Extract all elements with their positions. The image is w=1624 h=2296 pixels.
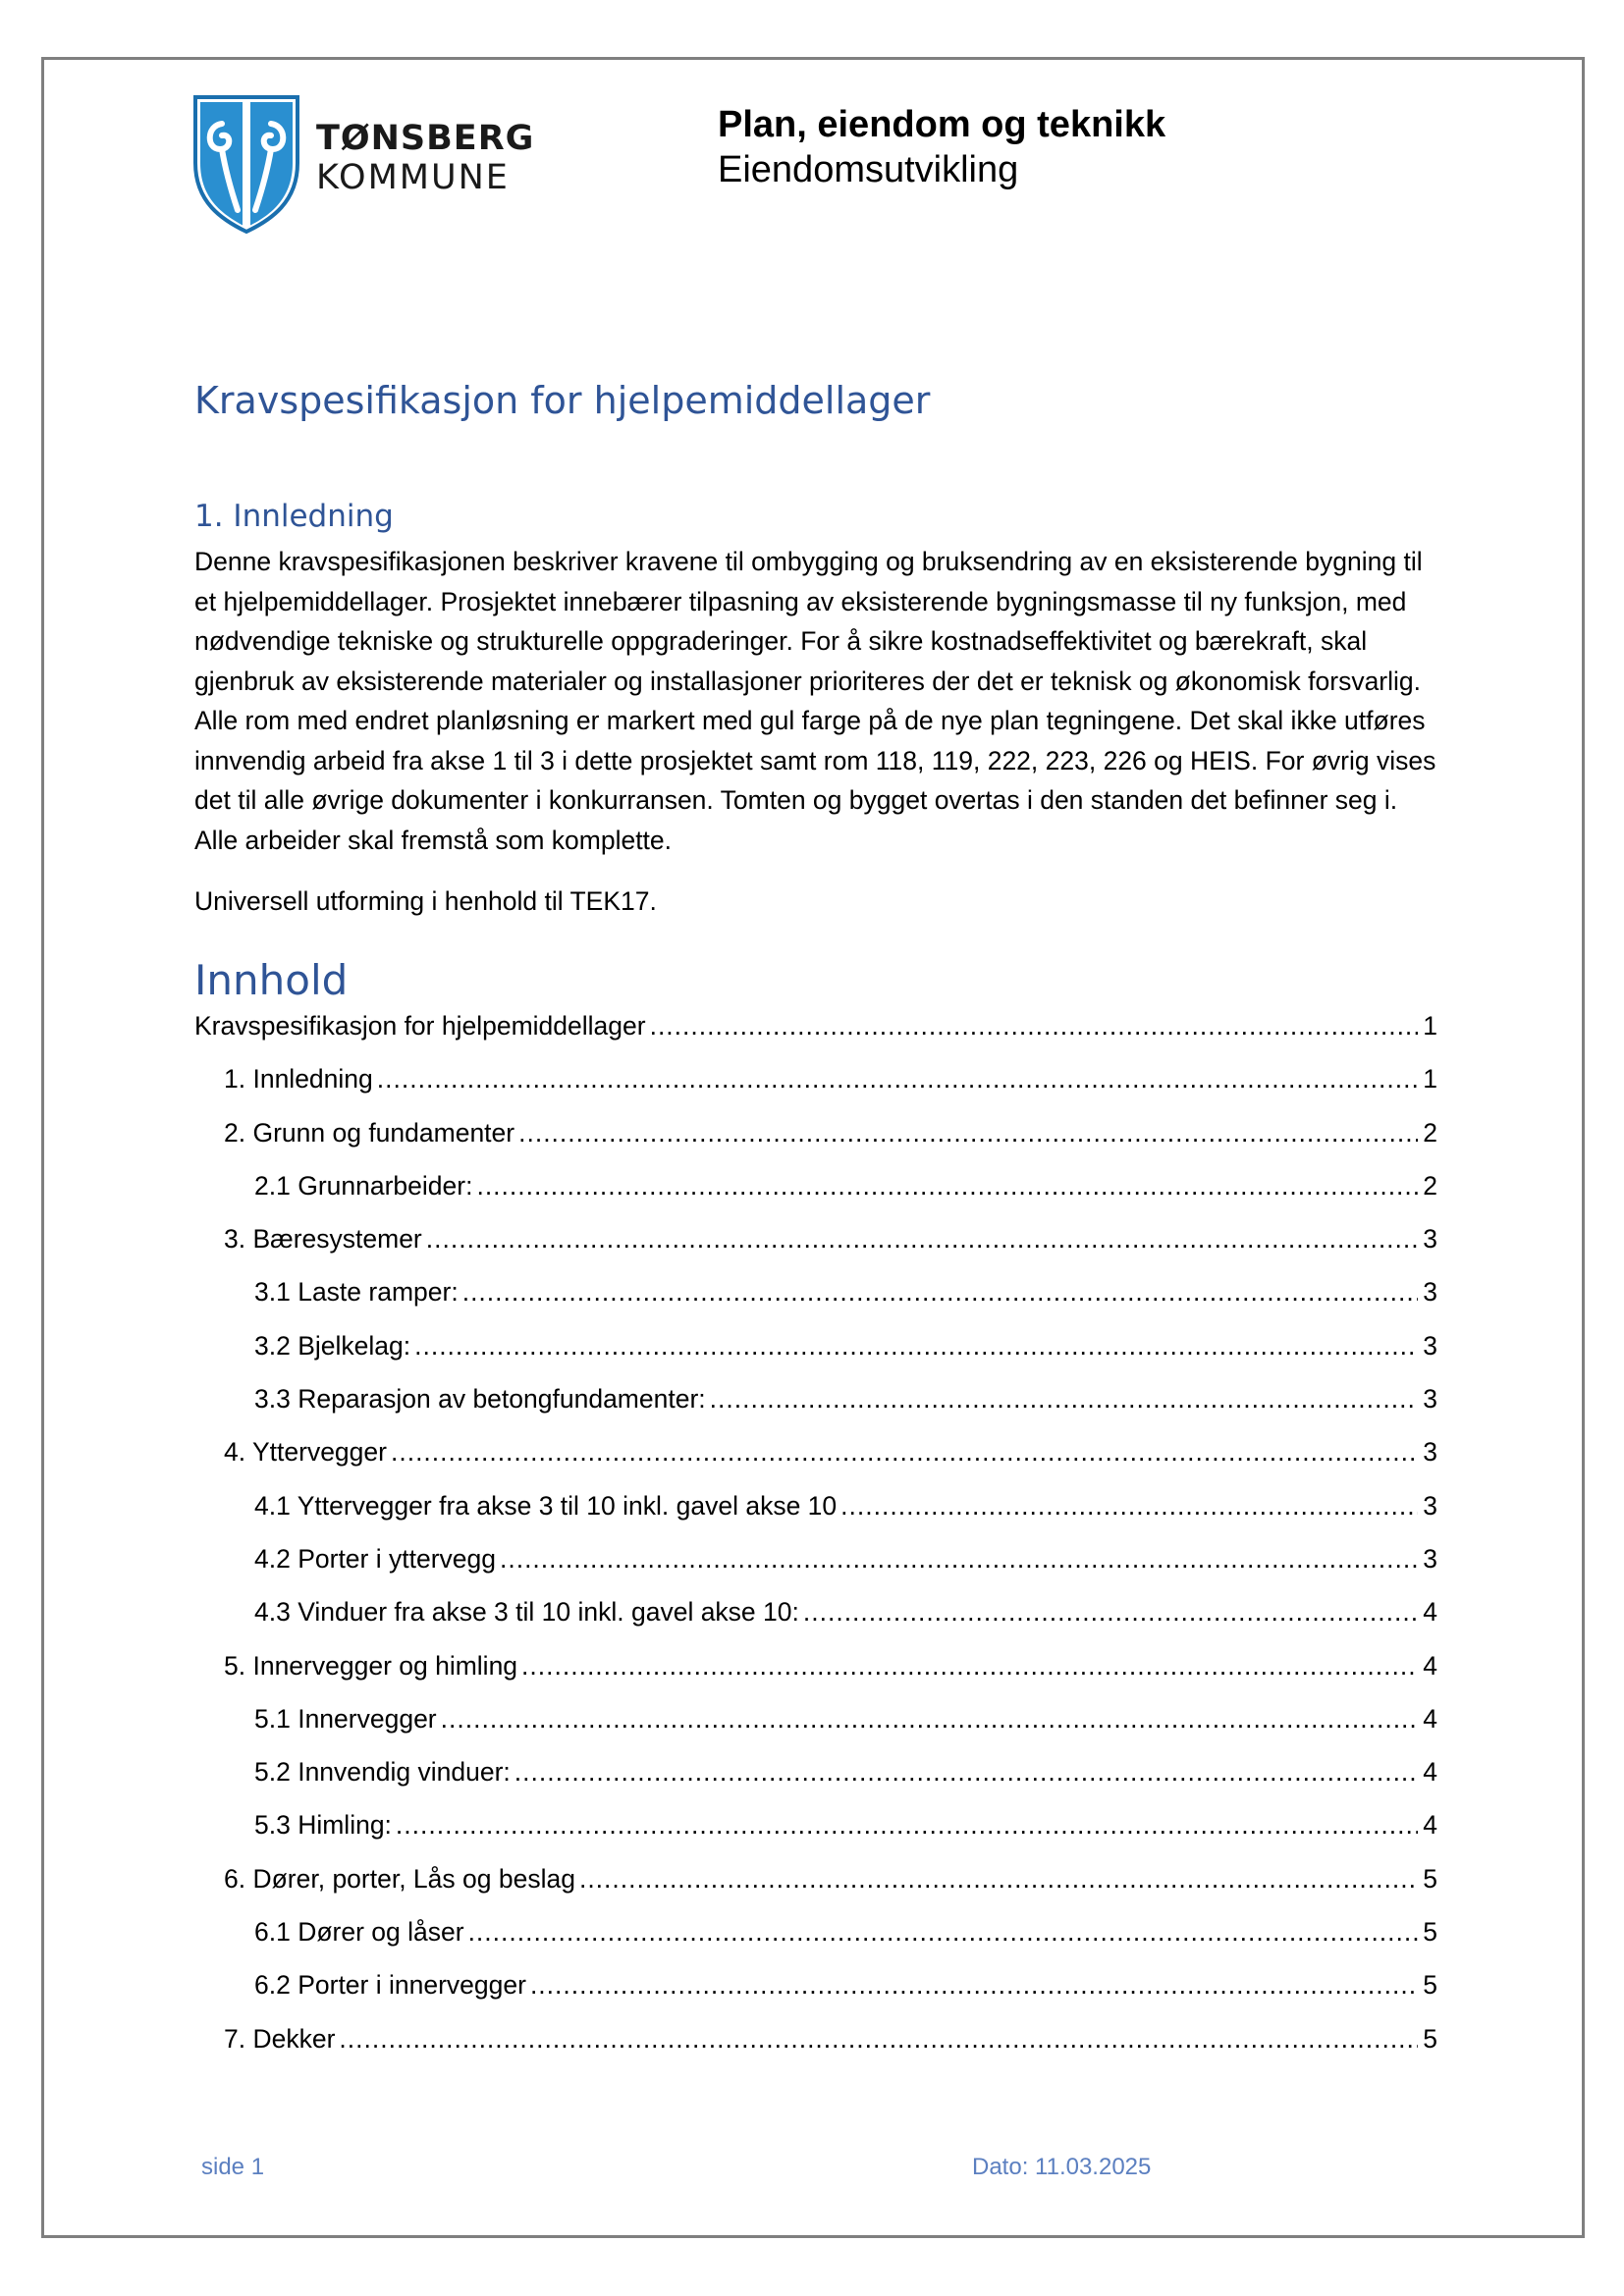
toc-entry-page: 3 (1423, 1543, 1437, 1574)
toc-leader-dots (579, 1864, 1418, 1895)
municipality-logo-text (316, 118, 534, 196)
toc-entry-page: 3 (1423, 1330, 1437, 1361)
toc-entry-page: 5 (1423, 1970, 1437, 2001)
toc-entry-label: 7. Dekker (224, 2023, 336, 2054)
logo-line-kommune: KOMMUNE (316, 158, 510, 197)
toc-entry-label: Kravspesifikasjon for hjelpemiddellager (194, 1011, 646, 1041)
toc-entry-label: 6. Dører, porter, Lås og beslag (224, 1863, 575, 1894)
toc-entry-label: 5.3 Himling: (254, 1810, 392, 1841)
logo-line-tonsberg: TØNSBERG (316, 119, 535, 158)
toc-leader-dots (468, 1917, 1418, 1948)
toc-entry-label: 4. Yttervegger (224, 1437, 387, 1468)
toc-leader-dots (530, 1970, 1418, 2001)
toc-entry[interactable] (194, 1810, 1437, 1863)
department-title: Plan, eiendom og teknikk (718, 104, 1166, 145)
toc-entry-label: 4.1 Yttervegger fra akse 3 til 10 inkl. gavel akse 10 (254, 1490, 838, 1521)
toc-leader-dots (518, 1118, 1418, 1148)
universal-design-paragraph: Universell utforming i henhold til TEK17. (194, 886, 657, 916)
toc-leader-dots (414, 1331, 1418, 1362)
document-title: Kravspesifikasjon for hjelpemiddellager (194, 379, 931, 422)
toc-entry-page: 3 (1423, 1490, 1437, 1521)
toc-leader-dots (391, 1437, 1418, 1468)
toc-entry-label: 5.1 Innervegger (254, 1703, 437, 1734)
toc-leader-dots (462, 1277, 1418, 1308)
toc-entry[interactable] (194, 1544, 1437, 1597)
toc-entry[interactable] (194, 1437, 1437, 1490)
toc-entry[interactable] (194, 1704, 1437, 1757)
toc-leader-dots (339, 2024, 1418, 2055)
toc-entry[interactable] (194, 2024, 1437, 2077)
toc-entry-label: 3.1 Laste ramper: (254, 1277, 459, 1308)
toc-leader-dots (426, 1224, 1418, 1255)
toc-entry-page: 3 (1423, 1384, 1437, 1415)
toc-entry-page: 5 (1423, 1863, 1437, 1894)
toc-entry-page: 2 (1423, 1170, 1437, 1201)
toc-entry[interactable] (194, 1331, 1437, 1384)
toc-leader-dots (441, 1704, 1418, 1735)
toc-entry-label: 4.3 Vinduer fra akse 3 til 10 inkl. gavel akse 10: (254, 1597, 799, 1628)
toc-entry[interactable] (194, 1118, 1437, 1171)
toc-leader-dots (476, 1171, 1418, 1201)
section-heading-innledning: 1. Innledning (194, 499, 394, 534)
footer-date: Dato: 11.03.2025 (972, 2154, 1152, 2180)
intro-paragraph: Denne kravspesifikasjonen beskriver kravene til ombygging og bruksendring av en eksisterende bygning til et hjelpemiddellager. Prosjektet innebærer tilpasning av eksisterende bygningsmasse til ny funksjon, med nødvendige tekniske og strukturelle oppgraderinger. For å sikre kostnadseffektivitet og bærekraft, skal gjenbruk av eksisterende materialer og installasjoner prioriteres der det er teknisk og økonomisk forsvarlig. Alle rom med endret planløsning er markert med gul farge på de nye plan tegningene. Det skal ikke utføres innvendig arbeid fra akse 1 til 3 i dette prosjektet samt rom 118, 119, 222, 223, 226 og HEIS. For øvrig vises det til alle øvrige dokumenter i konkurransen. Tomten og bygget overtas i den standen det befinner seg i. Alle arbeider skal fremstå som komplette. (194, 547, 1436, 855)
toc-entry-label: 2.1 Grunnarbeider: (254, 1170, 473, 1201)
tonsberg-coat-of-arms-icon (192, 94, 300, 234)
toc-leader-dots (396, 1810, 1418, 1841)
toc-entry-page: 2 (1423, 1117, 1437, 1148)
toc-entry-label: 5.2 Innvendig vinduer: (254, 1757, 511, 1788)
toc-entry-page: 5 (1423, 1917, 1437, 1948)
toc-entry[interactable] (194, 1491, 1437, 1544)
toc-entry-label: 1. Innledning (224, 1064, 373, 1095)
toc-entry-page: 3 (1423, 1437, 1437, 1468)
footer-page-number: side 1 (201, 2154, 265, 2180)
department-subtitle: Eiendomsutvikling (718, 149, 1019, 190)
toc-leader-dots (521, 1651, 1418, 1682)
toc-leader-dots (650, 1011, 1418, 1041)
department-header (718, 102, 1165, 192)
toc-entry-page: 1 (1423, 1011, 1437, 1041)
toc-heading: Innhold (194, 956, 349, 1004)
toc-entry[interactable] (194, 1224, 1437, 1277)
toc-entry[interactable] (194, 1064, 1437, 1117)
toc-entry-page: 4 (1423, 1650, 1437, 1681)
toc-leader-dots (514, 1757, 1418, 1788)
toc-entry-page: 4 (1423, 1757, 1437, 1788)
toc-entry[interactable] (194, 1384, 1437, 1437)
toc-entry[interactable] (194, 1757, 1437, 1810)
table-of-contents (194, 1011, 1437, 2077)
toc-leader-dots (500, 1544, 1418, 1575)
toc-entry-label: 3.2 Bjelkelag: (254, 1330, 411, 1361)
toc-entry[interactable] (194, 1597, 1437, 1650)
toc-entry-label: 6.2 Porter i innervegger (254, 1970, 526, 2001)
toc-entry-label: 4.2 Porter i yttervegg (254, 1543, 496, 1574)
toc-entry-label: 2. Grunn og fundamenter (224, 1117, 515, 1148)
toc-entry-label: 3. Bæresystemer (224, 1224, 422, 1255)
toc-entry[interactable] (194, 1970, 1437, 2023)
toc-entry-page: 1 (1423, 1064, 1437, 1095)
toc-entry[interactable] (194, 1917, 1437, 1970)
toc-entry-page: 4 (1423, 1810, 1437, 1841)
toc-leader-dots (377, 1064, 1418, 1095)
toc-entry[interactable] (194, 1651, 1437, 1704)
toc-entry-label: 5. Innervegger og himling (224, 1650, 518, 1681)
toc-entry[interactable] (194, 1864, 1437, 1917)
toc-entry-page: 3 (1423, 1224, 1437, 1255)
toc-leader-dots (840, 1491, 1418, 1522)
toc-entry-label: 6.1 Dører og låser (254, 1917, 464, 1948)
toc-entry[interactable] (194, 1011, 1437, 1064)
toc-leader-dots (803, 1597, 1418, 1628)
toc-entry-page: 4 (1423, 1597, 1437, 1628)
toc-entry[interactable] (194, 1277, 1437, 1330)
toc-entry-page: 4 (1423, 1703, 1437, 1734)
toc-entry[interactable] (194, 1171, 1437, 1224)
toc-entry-label: 3.3 Reparasjon av betongfundamenter: (254, 1384, 706, 1415)
toc-entry-page: 3 (1423, 1277, 1437, 1308)
toc-leader-dots (710, 1384, 1418, 1415)
toc-entry-page: 5 (1423, 2023, 1437, 2054)
